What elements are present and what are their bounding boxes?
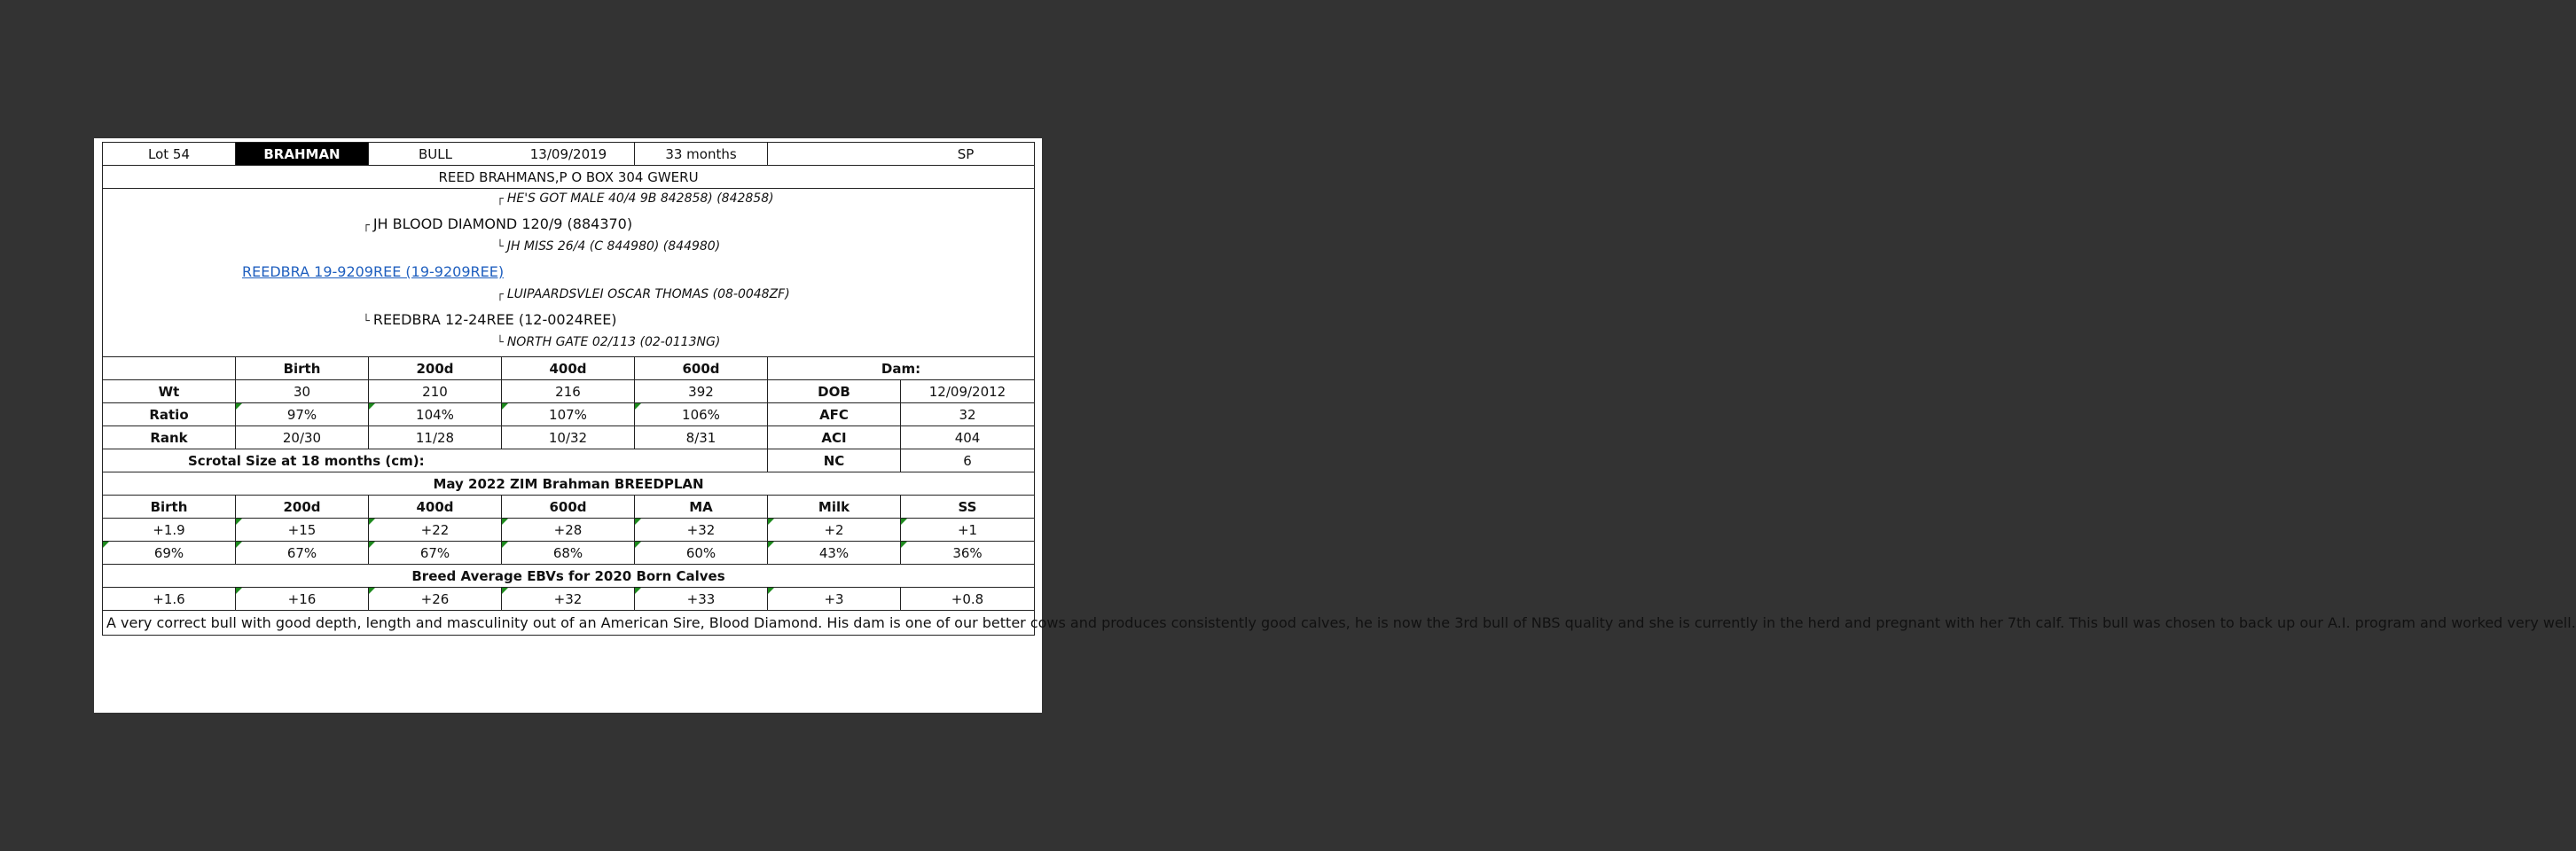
weight-row [103, 380, 1035, 403]
sire-dam: JH MISS 26/4 (C 844980) (844980) [506, 239, 721, 254]
accuracy-value: 36% [901, 542, 1035, 565]
dam-value: 12/09/2012 [901, 380, 1035, 403]
dam-key: DOB [768, 380, 901, 403]
accuracy-value: 68% [502, 542, 635, 565]
average-value: +1.6 [103, 588, 236, 611]
accuracy-value: 67% [369, 542, 502, 565]
breedplan-title: May 2022 ZIM Brahman BREEDPLAN [103, 472, 1035, 496]
sex-label: BULL [419, 145, 452, 162]
ebv-header: 400d [369, 496, 502, 519]
dam: REEDBRA 12-24REE (12-0024REE) [372, 311, 617, 328]
lot-sheet [94, 138, 2576, 713]
weight-value: 392 [635, 380, 768, 403]
rank-row [103, 426, 1035, 449]
sire-dam-line [497, 239, 720, 254]
breed-average-title: Breed Average EBVs for 2020 Born Calves [103, 565, 1035, 588]
ratio-row [103, 403, 1035, 426]
header-row [103, 143, 1035, 166]
dam-sire: LUIPAARDSVLEI OSCAR THOMAS (08-0048ZF) [506, 287, 790, 301]
nc-value: 6 [901, 449, 1035, 472]
sex-dob-cell [369, 143, 635, 166]
ratio-value: 104% [369, 403, 502, 426]
status-code [768, 143, 1035, 166]
breedplan-title-row [103, 472, 1035, 496]
ebv-row [103, 519, 1035, 542]
ebv-header: MA [635, 496, 768, 519]
branch-bottom-icon: └ [497, 336, 504, 349]
branch-top-icon: ┌ [497, 192, 504, 206]
ebv-value: +1.9 [103, 519, 236, 542]
breed-average-row [103, 588, 1035, 611]
breeder-row [103, 166, 1035, 189]
branch-bottom-icon: └ [363, 315, 370, 328]
dam-value: 404 [901, 426, 1035, 449]
row-label: Wt [103, 380, 236, 403]
weight-value: 216 [502, 380, 635, 403]
average-value: +3 [768, 588, 901, 611]
weights-header: 200d [369, 357, 502, 380]
pedigree-tree [106, 189, 1030, 356]
ebv-header: SS [901, 496, 1035, 519]
branch-top-icon: ┌ [497, 288, 504, 301]
average-value: +33 [635, 588, 768, 611]
branch-bottom-icon: └ [497, 240, 504, 254]
lot-table [102, 142, 2576, 636]
ebv-value: +28 [502, 519, 635, 542]
dam-value: 32 [901, 403, 1035, 426]
row-label: Rank [103, 426, 236, 449]
ebv-value: +2 [768, 519, 901, 542]
breeder-address: REED BRAHMANS,P O BOX 304 GWERU [103, 166, 1035, 189]
dam-line [363, 311, 617, 328]
accuracy-value: 43% [768, 542, 901, 565]
accuracy-row [103, 542, 1035, 565]
dam-dam: NORTH GATE 02/113 (02-0113NG) [506, 335, 721, 349]
dam-key: ACI [768, 426, 901, 449]
weight-value: 210 [369, 380, 502, 403]
weights-header: 400d [502, 357, 635, 380]
breed-average-title-row [103, 565, 1035, 588]
comments: A very correct bull with good depth, length and masculinity out of an American Sire, Blood Diamond. His dam is one of our better cows and produces consistently good calves, he is now the 3rd bull of NBS quality and she is currently in the herd and pregnant with her 7th calf. This bull was chosen to back up our A.I. program and worked very well. [103, 611, 1035, 636]
animal-link[interactable]: REEDBRA 19-9209REE (19-9209REE) [242, 263, 505, 280]
status-code-text: SP [957, 145, 975, 162]
weights-header: Birth [236, 357, 369, 380]
row-label: Ratio [103, 403, 236, 426]
blank-cell [103, 357, 236, 380]
ratio-value: 97% [236, 403, 369, 426]
accuracy-value: 69% [103, 542, 236, 565]
ebv-value: +22 [369, 519, 502, 542]
sire-sire-line [497, 191, 774, 206]
weights-header-row [103, 357, 1035, 380]
ebv-header: Milk [768, 496, 901, 519]
dam-dam-line [497, 335, 720, 349]
breed-name: BRAHMAN [236, 143, 369, 166]
sire-line [363, 215, 632, 232]
average-value: +26 [369, 588, 502, 611]
pedigree-cell [103, 189, 1035, 357]
accuracy-value: 67% [236, 542, 369, 565]
pedigree-row [103, 189, 1035, 357]
ebv-header-row [103, 496, 1035, 519]
average-value: +16 [236, 588, 369, 611]
ebv-header: 200d [236, 496, 369, 519]
average-value: +32 [502, 588, 635, 611]
rank-value: 8/31 [635, 426, 768, 449]
sire: JH BLOOD DIAMOND 120/9 (884370) [372, 215, 633, 232]
ratio-value: 107% [502, 403, 635, 426]
ebv-value: +32 [635, 519, 768, 542]
ebv-value: +15 [236, 519, 369, 542]
weights-header: 600d [635, 357, 768, 380]
lot-number: Lot 54 [103, 143, 236, 166]
weight-value: 30 [236, 380, 369, 403]
birth-date: 13/09/2019 [529, 145, 607, 162]
ebv-header: 600d [502, 496, 635, 519]
dam-key: AFC [768, 403, 901, 426]
ebv-value: +1 [901, 519, 1035, 542]
scrotal-row [103, 449, 1035, 472]
age: 33 months [635, 143, 768, 166]
nc-key: NC [768, 449, 901, 472]
rank-value: 10/32 [502, 426, 635, 449]
rank-value: 11/28 [369, 426, 502, 449]
ebv-header: Birth [103, 496, 236, 519]
average-value: +0.8 [901, 588, 1035, 611]
branch-top-icon: ┌ [363, 219, 370, 232]
dam-sire-line [497, 287, 790, 301]
comments-row [103, 611, 1035, 636]
ratio-value: 106% [635, 403, 768, 426]
scrotal-cell [103, 449, 768, 472]
sire-sire: HE'S GOT MALE 40/4 9B 842858) (842858) [506, 191, 774, 206]
rank-value: 20/30 [236, 426, 369, 449]
scrotal-label: Scrotal Size at 18 months (cm): [188, 452, 425, 469]
accuracy-value: 60% [635, 542, 768, 565]
dam-header: Dam: [768, 357, 1035, 380]
